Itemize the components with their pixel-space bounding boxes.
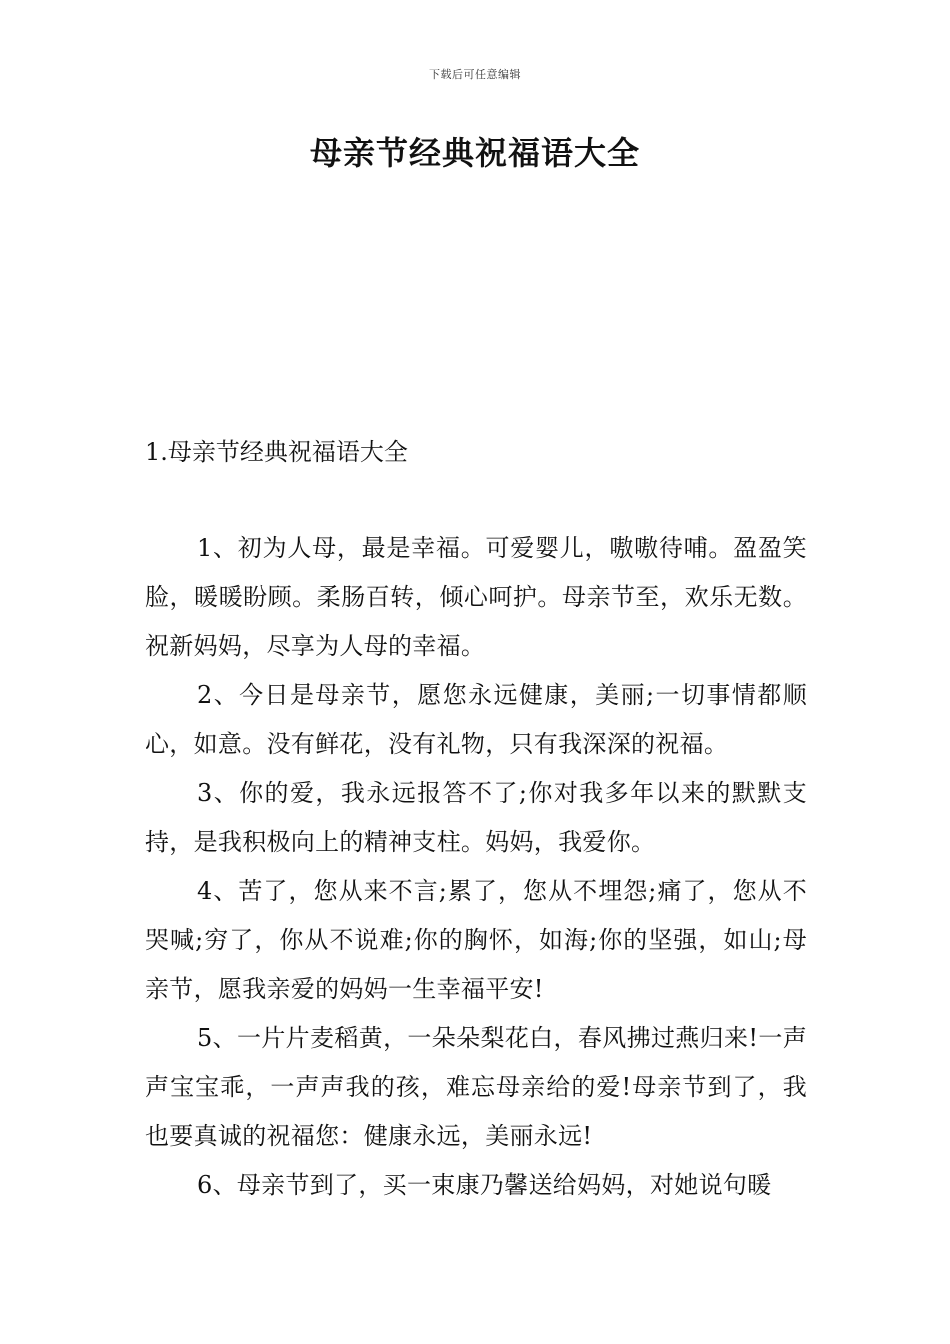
paragraph: 4、苦了，您从来不言;累了，您从不埋怨;痛了，您从不哭喊;穷了，你从不说难;你的胸怀，如海;你的坚强，如山;母亲节，愿我亲爱的妈妈一生幸福平安! xyxy=(145,877,807,1003)
document-title: 母亲节经典祝福语大全 xyxy=(309,134,640,172)
paragraph: 6、母亲节到了，买一束康乃馨送给妈妈，对她说句暖 xyxy=(197,1171,772,1199)
paragraph: 1、初为人母，最是幸福。可爱婴儿，嗷嗷待哺。盈盈笑脸，暖暖盼顾。柔肠百转，倾心呵护。母亲节至，欢乐无数。祝新妈妈，尽享为人母的幸福。 xyxy=(145,534,807,660)
section-heading: 1.母亲节经典祝福语大全 xyxy=(145,438,408,466)
document-body xyxy=(145,524,807,1210)
paragraph: 3、你的爱，我永远报答不了;你对我多年以来的默默支持，是我积极向上的精神支柱。妈妈，我爱你。 xyxy=(145,779,807,856)
paragraph: 2、今日是母亲节，愿您永远健康，美丽;一切事情都顺心，如意。没有鲜花，没有礼物，只有我深深的祝福。 xyxy=(145,681,807,758)
paragraph: 5、一片片麦稻黄，一朵朵梨花白，春风拂过燕归来!一声声宝宝乖，一声声我的孩，难忘母亲给的爱!母亲节到了，我也要真诚的祝福您：健康永远，美丽永远! xyxy=(145,1024,807,1150)
header-note: 下载后可任意编辑 xyxy=(429,68,521,81)
